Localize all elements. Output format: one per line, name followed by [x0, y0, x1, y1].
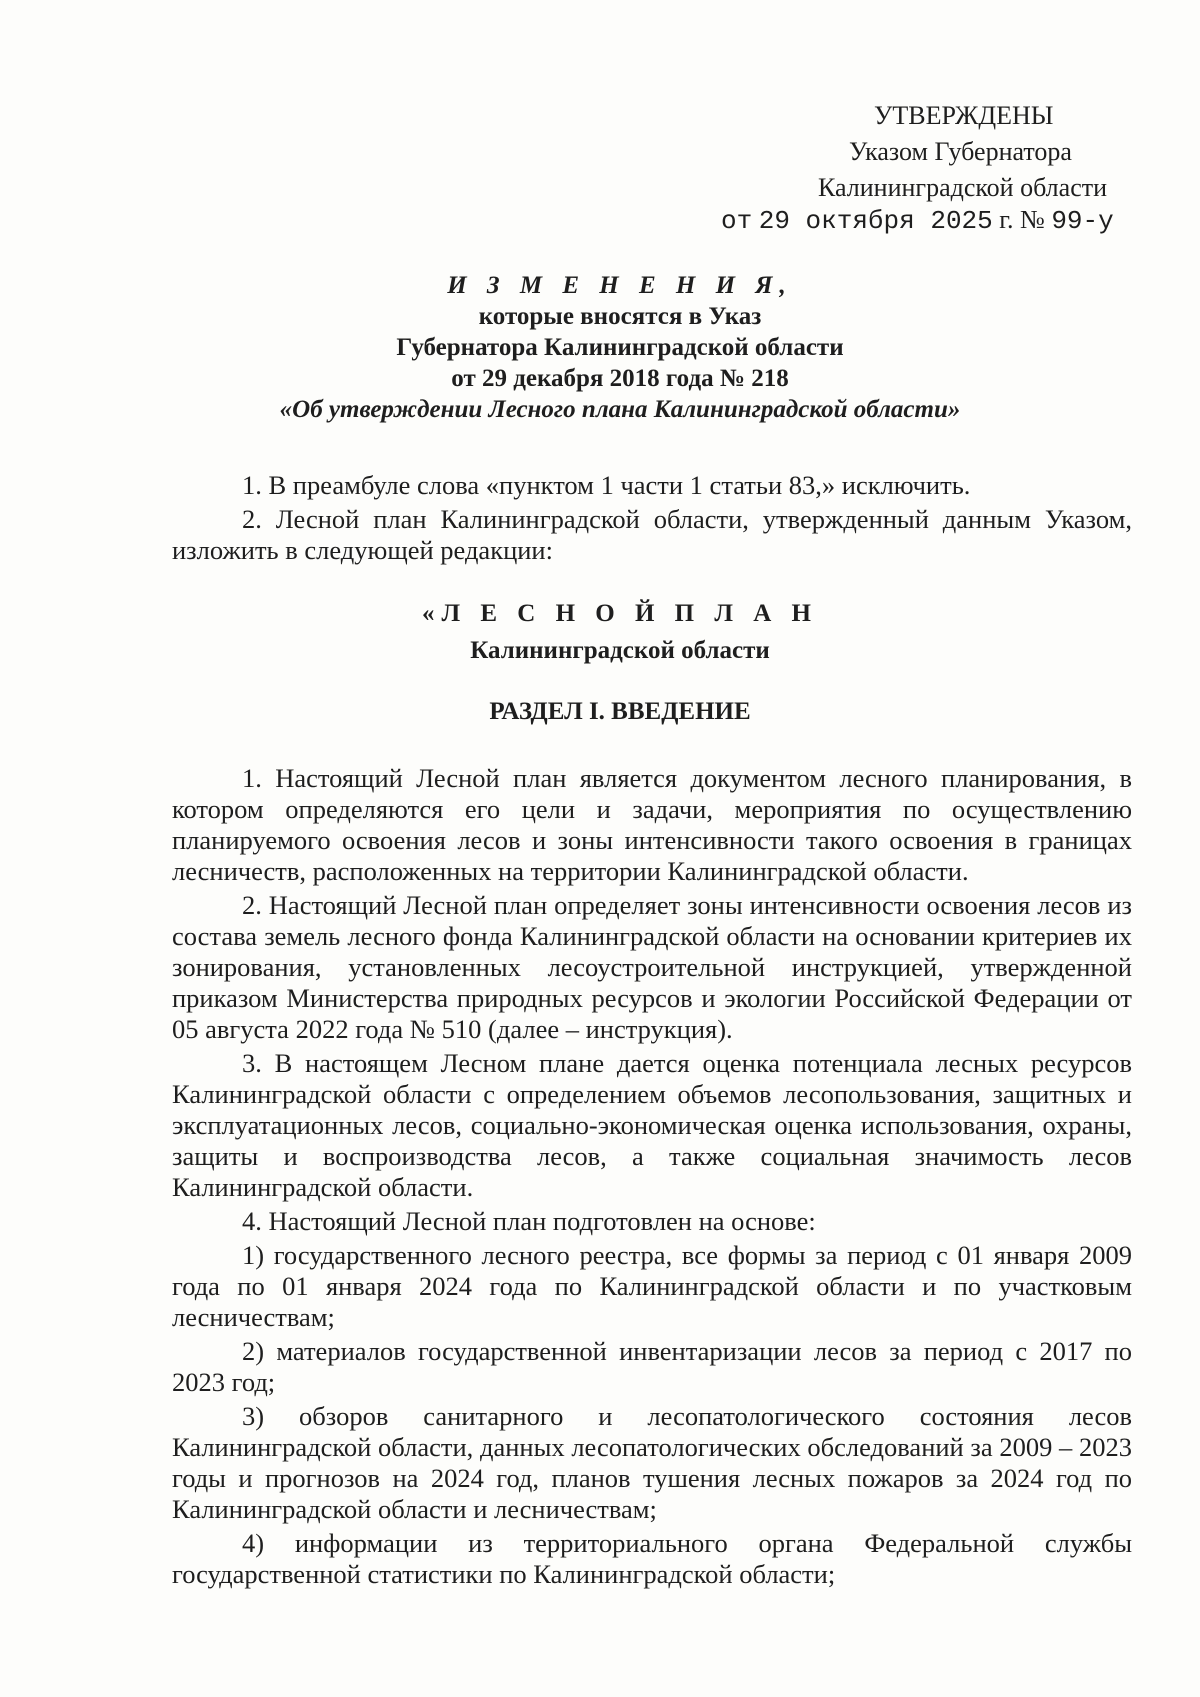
changes-list: [172, 470, 1132, 566]
title-line-2: которые вносятся в Указ: [478, 303, 762, 330]
approval-line-1: УТВЕРЖДЕНЫ: [874, 101, 1054, 130]
section-body: [172, 763, 1132, 1590]
change-item-1: 1. В преамбуле слова «пунктом 1 части 1 статьи 83,» исключить.: [242, 470, 971, 500]
approval-line-3: Калининградской области: [818, 173, 1108, 202]
document-title: [180, 270, 1060, 425]
title-line-3: Губернатора Калининградской области: [396, 334, 844, 361]
approval-date-line: [721, 205, 1114, 236]
approval-number-label: г. №: [999, 205, 1045, 234]
approval-line-2: Указом Губернатора: [849, 137, 1072, 166]
paragraph-4-item-2: 2) материалов государственной инвентаризации лесов за период с 2017 по 2023 год;: [172, 1336, 1132, 1397]
title-line-4: от 29 декабря 2018 года № 218: [451, 365, 789, 392]
plan-heading-line-2: Калининградской области: [470, 637, 770, 664]
paragraph-4-item-3: 3) обзоров санитарного и лесопатологического состояния лесов Калининградской области, данных лесопатологических обследований за 2009 – 2023 годы и прогнозов на 2024 год, планов тушения лесных пожаров за 2024 год по Калининградской области и лесничествам;: [172, 1401, 1132, 1524]
approval-date: 29 октября 2025: [758, 206, 993, 236]
paragraph-3: 3. В настоящем Лесном плане дается оценка потенциала лесных ресурсов Калининградской области с определением объемов лесопользования, защитных и эксплуатационных лесов, социально-экономическая оценка использования, охраны, защиты и воспроизводства лесов, а также социальная значимость лесов Калининградской области.: [172, 1048, 1132, 1202]
paragraph-2: 2. Настоящий Лесной план определяет зоны интенсивности освоения лесов из состава земель лесного фонда Калининградской области на основании критериев их зонирования, установленных лесоустроительной инструкцией, утвержденной приказом Министерства природных ресурсов и экологии Российской Федерации от 05 августа 2022 года № 510 (далее – инструкция).: [172, 890, 1132, 1044]
plan-heading-line-1: «Л Е С Н О Й П Л А Н: [421, 600, 819, 627]
approval-number: 99-у: [1051, 206, 1114, 236]
paragraph-4-item-4: 4) информации из территориального органа Федеральной службы государственной статистики по Калининградской области;: [172, 1528, 1132, 1589]
approval-date-prefix: от: [721, 206, 753, 236]
section-heading: РАЗДЕЛ I. ВВЕДЕНИЕ: [489, 698, 751, 725]
paragraph-4: 4. Настоящий Лесной план подготовлен на основе:: [242, 1206, 816, 1236]
plan-heading: [180, 595, 1060, 669]
paragraph-1: 1. Настоящий Лесной план является документом лесного планирования, в котором определяются его цели и задачи, мероприятия по осуществлению планируемого освоения лесов и зоны интенсивности такого освоения в границах лесничеств, расположенных на территории Калининградской области.: [172, 763, 1132, 886]
change-item-2: 2. Лесной план Калининградской области, утвержденный данным Указом, изложить в следующей редакции:: [172, 504, 1132, 565]
paragraph-4-item-1: 1) государственного лесного реестра, все формы за период с 01 января 2009 года по 01 января 2024 года по Калининградской области и по участковым лесничествам;: [172, 1240, 1132, 1332]
title-line-1: И З М Е Н Е Н И Я,: [447, 272, 793, 299]
title-line-5: «Об утверждении Лесного плана Калининградской области»: [279, 396, 961, 423]
